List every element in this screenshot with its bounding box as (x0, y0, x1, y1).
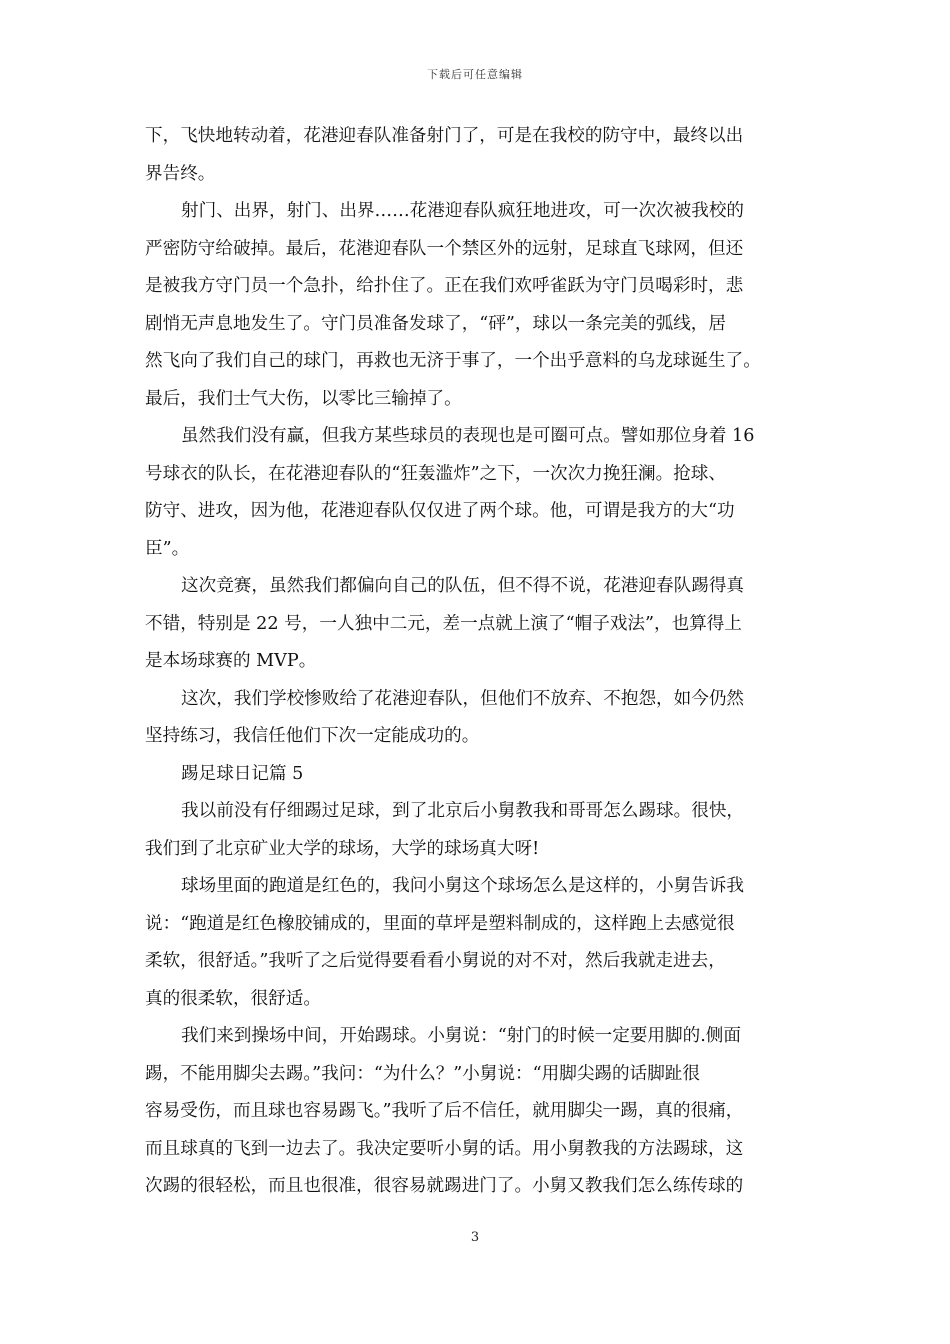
text-line: 这次，我们学校惨败给了花港迎春队，但他们不放弃、不抱怨，如今仍然 (181, 688, 745, 709)
page-header: 下载后可任意编辑 (427, 68, 523, 81)
text-line: 柔软，很舒适。”我听了之后觉得要看看小舅说的对不对，然后我就走进去， (145, 951, 726, 971)
text-line: 次踢的很轻松，而且也很准，很容易就踢进门了。小舅又教我们怎么练传球的 (145, 1176, 744, 1196)
text-line: 射门、出界，射门、出界……花港迎春队疯狂地进攻，可一次次被我校的 (181, 201, 745, 221)
body-text (145, 118, 825, 1206)
text-line: 我们来到操场中间，开始踢球。小舅说：“射门的时候一定要用脚的.侧面 (181, 1026, 741, 1046)
text-line: 不错，特别是 22 号，一人独中二元，差一点就上演了“帽子戏法”，也算得上 (145, 613, 742, 634)
text-line: 容易受伤，而且球也容易踢飞。”我听了后不信任，就用脚尖一踢，真的很痛， (145, 1101, 744, 1121)
text-line: 球场里面的跑道是红色的，我问小舅这个球场怎么是这样的，小舅告诉我 (181, 876, 745, 896)
section-heading: 踢足球日记篇 5 (181, 763, 304, 784)
text-line: 严密防守给破掉。最后，花港迎春队一个禁区外的远射，足球直飞球网，但还 (145, 238, 744, 259)
text-line: 踢，不能用脚尖去踢。”我问：“为什么？”小舅说：“用脚尖踢的话脚趾很 (145, 1063, 700, 1084)
text-line: 我以前没有仔细踢过足球，到了北京后小舅教我和哥哥怎么踢球。很快， (181, 801, 745, 821)
text-line: 这次竞赛，虽然我们都偏向自己的队伍，但不得不说，花港迎春队踢得真 (181, 576, 745, 596)
text-line: 然飞向了我们自己的球门，再救也无济于事了，一个出乎意料的乌龙球诞生了。 (145, 351, 761, 371)
text-line: 是本场球赛的 MVP。 (145, 651, 317, 671)
text-line: 防守、进攻，因为他，花港迎春队仅仅进了两个球。他，可谓是我方的大“功 (145, 501, 735, 521)
text-line: 是被我方守门员一个急扑，给扑住了。正在我们欢呼雀跃为守门员喝彩时，悲 (145, 276, 744, 296)
text-line: 真的很柔软，很舒适。 (145, 988, 321, 1009)
text-line: 说：“跑道是红色橡胶铺成的，里面的草坪是塑料制成的，这样跑上去感觉很 (145, 913, 735, 934)
text-line: 下，飞快地转动着，花港迎春队准备射门了，可是在我校的防守中，最终以出 (145, 126, 744, 146)
text-line: 而且球真的飞到一边去了。我决定要听小舅的话。用小舅教我的方法踢球，这 (145, 1138, 744, 1159)
text-line: 号球衣的队长，在花港迎春队的“狂轰滥炸”之下，一次次力挽狂澜。抢球、 (145, 463, 726, 484)
text-line: 最后，我们士气大伤，以零比三输掉了。 (145, 388, 462, 409)
text-line: 剧悄无声息地发生了。守门员准备发球了，“砰”，球以一条完美的弧线，居 (145, 313, 726, 334)
text-line: 虽然我们没有赢，但我方某些球员的表现也是可圈可点。譬如那位身着 16 (181, 426, 755, 446)
text-line: 界告终。 (145, 163, 216, 184)
page-number: 3 (470, 1230, 480, 1245)
text-line: 我们到了北京矿业大学的球场，大学的球场真大呀! (145, 838, 540, 859)
text-line: 臣”。 (145, 538, 190, 559)
text-line: 坚持练习，我信任他们下次一定能成功的。 (145, 726, 480, 746)
